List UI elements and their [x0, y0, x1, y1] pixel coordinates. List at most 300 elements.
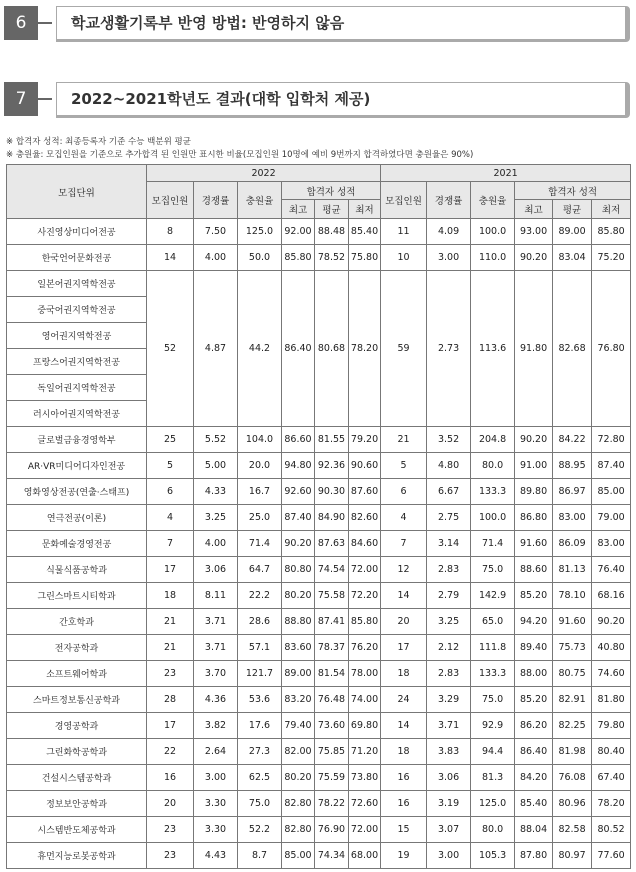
cell-2022: 28.6 — [238, 609, 282, 635]
cell-2021: 2.83 — [427, 661, 471, 687]
unit-name: 한국언어문화전공 — [7, 245, 147, 271]
header-avg: 평균 — [315, 200, 349, 219]
cell-2021: 90.20 — [592, 609, 631, 635]
cell-2022: 27.3 — [238, 739, 282, 765]
unit-name: 식물식품공학과 — [7, 557, 147, 583]
cell-2022: 73.80 — [349, 765, 381, 791]
cell-2022: 3.71 — [194, 635, 238, 661]
cell-2022: 16.7 — [238, 479, 282, 505]
cell-2022: 87.60 — [349, 479, 381, 505]
cell-2021: 80.52 — [592, 817, 631, 843]
cell-2022: 82.60 — [349, 505, 381, 531]
cell-2022: 7.50 — [194, 219, 238, 245]
cell-2022: 4.33 — [194, 479, 238, 505]
cell-2022: 90.60 — [349, 453, 381, 479]
unit-name: 영화영상전공(연출·스태프) — [7, 479, 147, 505]
cell-2021: 88.04 — [515, 817, 553, 843]
cell-2021: 83.00 — [592, 531, 631, 557]
cell-2022: 5.00 — [194, 453, 238, 479]
cell-2021: 24 — [381, 687, 427, 713]
cell-2022: 3.82 — [194, 713, 238, 739]
cell-2021: 86.40 — [515, 739, 553, 765]
cell-2021: 75.73 — [553, 635, 592, 661]
header-rate: 경쟁률 — [194, 182, 238, 219]
cell-2022: 23 — [147, 843, 194, 869]
unit-name: 그린화학공학과 — [7, 739, 147, 765]
cell-2022: 2.64 — [194, 739, 238, 765]
cell-2021: 76.08 — [553, 765, 592, 791]
table-row — [7, 609, 631, 635]
cell-2021: 67.40 — [592, 765, 631, 791]
cell-2021: 2.73 — [427, 271, 471, 427]
cell-2021: 19 — [381, 843, 427, 869]
cell-2022: 52 — [147, 271, 194, 427]
cell-2022: 7 — [147, 531, 194, 557]
cell-2022: 3.00 — [194, 765, 238, 791]
table-row — [7, 713, 631, 739]
cell-2021: 78.10 — [553, 583, 592, 609]
cell-2022: 84.90 — [315, 505, 349, 531]
cell-2021: 2.79 — [427, 583, 471, 609]
cell-2021: 82.68 — [553, 271, 592, 427]
cell-2021: 6 — [381, 479, 427, 505]
cell-2022: 4.43 — [194, 843, 238, 869]
cell-2021: 81.13 — [553, 557, 592, 583]
header-max: 최고 — [515, 200, 553, 219]
cell-2021: 113.6 — [471, 271, 515, 427]
cell-2021: 2.12 — [427, 635, 471, 661]
cell-2022: 64.7 — [238, 557, 282, 583]
table-row — [7, 739, 631, 765]
cell-2022: 71.20 — [349, 739, 381, 765]
cell-2021: 3.52 — [427, 427, 471, 453]
unit-name: 일본어권지역학전공 — [7, 271, 147, 297]
cell-2022: 16 — [147, 765, 194, 791]
cell-2022: 18 — [147, 583, 194, 609]
cell-2022: 85.00 — [282, 843, 315, 869]
unit-name: AR·VR미디어디자인전공 — [7, 453, 147, 479]
cell-2022: 71.4 — [238, 531, 282, 557]
cell-2021: 14 — [381, 713, 427, 739]
table-row — [7, 557, 631, 583]
cell-2021: 133.3 — [471, 661, 515, 687]
cell-2022: 3.06 — [194, 557, 238, 583]
cell-2022: 78.00 — [349, 661, 381, 687]
table-row — [7, 271, 631, 297]
cell-2022: 20 — [147, 791, 194, 817]
table-row — [7, 479, 631, 505]
cell-2021: 17 — [381, 635, 427, 661]
cell-2021: 18 — [381, 661, 427, 687]
header-avg: 평균 — [553, 200, 592, 219]
cell-2022: 44.2 — [238, 271, 282, 427]
cell-2021: 91.80 — [515, 271, 553, 427]
cell-2022: 69.80 — [349, 713, 381, 739]
note-fill-rate: ※ 충원율: 모집인원을 기준으로 추가합격 된 인원만 표시한 비율(모집인원 10명에 예비 9번까지 합격하였다면 충원율은 90%) — [6, 150, 474, 160]
connector-line — [38, 98, 52, 100]
cell-2022: 82.80 — [282, 817, 315, 843]
cell-2021: 3.25 — [427, 609, 471, 635]
cell-2021: 80.0 — [471, 817, 515, 843]
cell-2022: 90.30 — [315, 479, 349, 505]
cell-2021: 3.00 — [427, 843, 471, 869]
unit-name: 휴먼지능로봇공학과 — [7, 843, 147, 869]
cell-2022: 76.20 — [349, 635, 381, 661]
unit-name: 전자공학과 — [7, 635, 147, 661]
cell-2021: 3.00 — [427, 245, 471, 271]
cell-2021: 92.9 — [471, 713, 515, 739]
cell-2021: 5 — [381, 453, 427, 479]
cell-2022: 73.60 — [315, 713, 349, 739]
cell-2022: 82.80 — [282, 791, 315, 817]
section-6-header — [4, 6, 630, 40]
cell-2021: 74.60 — [592, 661, 631, 687]
cell-2021: 100.0 — [471, 505, 515, 531]
unit-name: 문화예술경영전공 — [7, 531, 147, 557]
cell-2021: 16 — [381, 791, 427, 817]
cell-2021: 100.0 — [471, 219, 515, 245]
cell-2022: 57.1 — [238, 635, 282, 661]
cell-2021: 6.67 — [427, 479, 471, 505]
cell-2022: 88.80 — [282, 609, 315, 635]
cell-2022: 3.71 — [194, 609, 238, 635]
unit-name: 경영공학과 — [7, 713, 147, 739]
cell-2021: 90.20 — [515, 245, 553, 271]
cell-2022: 81.55 — [315, 427, 349, 453]
section-number: 7 — [4, 82, 38, 116]
table-row — [7, 661, 631, 687]
cell-2022: 92.60 — [282, 479, 315, 505]
cell-2022: 85.40 — [349, 219, 381, 245]
cell-2022: 53.6 — [238, 687, 282, 713]
unit-name: 영어권지역학전공 — [7, 323, 147, 349]
cell-2022: 89.00 — [282, 661, 315, 687]
cell-2021: 85.20 — [515, 583, 553, 609]
cell-2021: 10 — [381, 245, 427, 271]
cell-2021: 105.3 — [471, 843, 515, 869]
cell-2022: 80.80 — [282, 557, 315, 583]
table-body — [7, 219, 631, 869]
cell-2021: 79.00 — [592, 505, 631, 531]
cell-2021: 88.00 — [515, 661, 553, 687]
header-max: 최고 — [282, 200, 315, 219]
cell-2022: 83.60 — [282, 635, 315, 661]
header-min: 최저 — [349, 200, 381, 219]
cell-2021: 2.83 — [427, 557, 471, 583]
unit-name: 소프트웨어학과 — [7, 661, 147, 687]
cell-2022: 25.0 — [238, 505, 282, 531]
cell-2022: 21 — [147, 609, 194, 635]
cell-2022: 92.36 — [315, 453, 349, 479]
cell-2021: 3.14 — [427, 531, 471, 557]
cell-2022: 22.2 — [238, 583, 282, 609]
cell-2021: 84.20 — [515, 765, 553, 791]
cell-2022: 83.20 — [282, 687, 315, 713]
unit-name: 사진영상미디어전공 — [7, 219, 147, 245]
cell-2022: 87.63 — [315, 531, 349, 557]
table-row — [7, 583, 631, 609]
unit-name: 간호학과 — [7, 609, 147, 635]
table-row — [7, 765, 631, 791]
cell-2021: 81.3 — [471, 765, 515, 791]
cell-2021: 80.75 — [553, 661, 592, 687]
cell-2022: 82.00 — [282, 739, 315, 765]
cell-2021: 72.80 — [592, 427, 631, 453]
cell-2022: 84.60 — [349, 531, 381, 557]
cell-2021: 93.00 — [515, 219, 553, 245]
cell-2021: 88.95 — [553, 453, 592, 479]
cell-2022: 72.20 — [349, 583, 381, 609]
cell-2022: 50.0 — [238, 245, 282, 271]
cell-2021: 12 — [381, 557, 427, 583]
cell-2022: 121.7 — [238, 661, 282, 687]
cell-2021: 3.06 — [427, 765, 471, 791]
unit-name: 독일어권지역학전공 — [7, 375, 147, 401]
cell-2021: 14 — [381, 583, 427, 609]
table-row — [7, 453, 631, 479]
header-score: 합격자 성적 — [515, 182, 631, 200]
cell-2021: 133.3 — [471, 479, 515, 505]
cell-2022: 79.40 — [282, 713, 315, 739]
cell-2021: 16 — [381, 765, 427, 791]
section-title-box — [56, 82, 630, 118]
cell-2022: 85.80 — [349, 609, 381, 635]
cell-2021: 87.80 — [515, 843, 553, 869]
unit-name: 중국어권지역학전공 — [7, 297, 147, 323]
table-row — [7, 531, 631, 557]
cell-2022: 3.70 — [194, 661, 238, 687]
unit-name: 스마트정보통신공학과 — [7, 687, 147, 713]
cell-2022: 4.00 — [194, 245, 238, 271]
cell-2021: 3.07 — [427, 817, 471, 843]
connector-line — [38, 22, 52, 24]
table-row — [7, 219, 631, 245]
cell-2021: 4.80 — [427, 453, 471, 479]
cell-2021: 91.00 — [515, 453, 553, 479]
cell-2022: 86.40 — [282, 271, 315, 427]
cell-2021: 78.20 — [592, 791, 631, 817]
cell-2021: 76.40 — [592, 557, 631, 583]
cell-2021: 81.98 — [553, 739, 592, 765]
cell-2022: 72.00 — [349, 557, 381, 583]
cell-2021: 80.97 — [553, 843, 592, 869]
cell-2022: 86.60 — [282, 427, 315, 453]
cell-2022: 62.5 — [238, 765, 282, 791]
cell-2022: 4.87 — [194, 271, 238, 427]
table-row — [7, 843, 631, 869]
cell-2021: 85.20 — [515, 687, 553, 713]
cell-2022: 4.00 — [194, 531, 238, 557]
cell-2021: 87.40 — [592, 453, 631, 479]
cell-2022: 25 — [147, 427, 194, 453]
cell-2022: 75.85 — [315, 739, 349, 765]
cell-2021: 86.20 — [515, 713, 553, 739]
note-score: ※ 합격자 성적: 최종등록자 기준 수능 백분위 평균 — [6, 137, 191, 147]
cell-2022: 90.20 — [282, 531, 315, 557]
cell-2022: 52.2 — [238, 817, 282, 843]
cell-2022: 21 — [147, 635, 194, 661]
cell-2021: 89.80 — [515, 479, 553, 505]
unit-name: 정보보안공학과 — [7, 791, 147, 817]
cell-2022: 8.7 — [238, 843, 282, 869]
cell-2021: 59 — [381, 271, 427, 427]
header-year-2022: 2022 — [147, 165, 381, 182]
cell-2021: 18 — [381, 739, 427, 765]
unit-name: 프랑스어권지역학전공 — [7, 349, 147, 375]
cell-2022: 74.54 — [315, 557, 349, 583]
cell-2022: 3.30 — [194, 817, 238, 843]
cell-2021: 7 — [381, 531, 427, 557]
table-row — [7, 505, 631, 531]
cell-2021: 86.09 — [553, 531, 592, 557]
cell-2022: 17 — [147, 713, 194, 739]
header-score: 합격자 성적 — [282, 182, 381, 200]
cell-2021: 89.40 — [515, 635, 553, 661]
section-number: 6 — [4, 6, 38, 40]
cell-2021: 84.22 — [553, 427, 592, 453]
cell-2021: 15 — [381, 817, 427, 843]
cell-2021: 85.40 — [515, 791, 553, 817]
cell-2021: 88.60 — [515, 557, 553, 583]
table-row — [7, 635, 631, 661]
cell-2021: 75.0 — [471, 687, 515, 713]
cell-2022: 125.0 — [238, 219, 282, 245]
cell-2021: 94.4 — [471, 739, 515, 765]
unit-name: 연극전공(이론) — [7, 505, 147, 531]
cell-2022: 23 — [147, 661, 194, 687]
cell-2022: 8.11 — [194, 583, 238, 609]
cell-2021: 79.80 — [592, 713, 631, 739]
unit-name: 건설시스템공학과 — [7, 765, 147, 791]
table-row — [7, 817, 631, 843]
table-row — [7, 245, 631, 271]
header-year-2021: 2021 — [381, 165, 631, 182]
results-table — [6, 164, 631, 869]
cell-2022: 5 — [147, 453, 194, 479]
cell-2021: 81.80 — [592, 687, 631, 713]
header-fill: 충원율 — [238, 182, 282, 219]
cell-2021: 90.20 — [515, 427, 553, 453]
cell-2022: 80.20 — [282, 765, 315, 791]
cell-2021: 82.58 — [553, 817, 592, 843]
unit-name: 그린스마트시티학과 — [7, 583, 147, 609]
cell-2021: 11 — [381, 219, 427, 245]
unit-name: 시스템반도체공학과 — [7, 817, 147, 843]
cell-2021: 82.25 — [553, 713, 592, 739]
cell-2021: 86.97 — [553, 479, 592, 505]
cell-2021: 110.0 — [471, 245, 515, 271]
cell-2022: 87.40 — [282, 505, 315, 531]
cell-2022: 75.58 — [315, 583, 349, 609]
cell-2021: 142.9 — [471, 583, 515, 609]
cell-2021: 204.8 — [471, 427, 515, 453]
cell-2022: 72.00 — [349, 817, 381, 843]
cell-2022: 80.20 — [282, 583, 315, 609]
cell-2021: 68.16 — [592, 583, 631, 609]
cell-2022: 87.41 — [315, 609, 349, 635]
cell-2021: 83.00 — [553, 505, 592, 531]
cell-2021: 91.60 — [515, 531, 553, 557]
cell-2022: 4 — [147, 505, 194, 531]
section-title-box — [56, 6, 630, 42]
cell-2021: 80.96 — [553, 791, 592, 817]
cell-2022: 88.48 — [315, 219, 349, 245]
cell-2021: 3.71 — [427, 713, 471, 739]
header-quota: 모집인원 — [147, 182, 194, 219]
cell-2022: 78.37 — [315, 635, 349, 661]
cell-2022: 92.00 — [282, 219, 315, 245]
cell-2021: 85.00 — [592, 479, 631, 505]
cell-2022: 3.30 — [194, 791, 238, 817]
header-fill: 충원율 — [471, 182, 515, 219]
cell-2022: 104.0 — [238, 427, 282, 453]
cell-2021: 75.20 — [592, 245, 631, 271]
cell-2022: 78.22 — [315, 791, 349, 817]
cell-2021: 80.40 — [592, 739, 631, 765]
cell-2021: 65.0 — [471, 609, 515, 635]
cell-2022: 72.60 — [349, 791, 381, 817]
cell-2021: 125.0 — [471, 791, 515, 817]
cell-2022: 17 — [147, 557, 194, 583]
cell-2022: 75.80 — [349, 245, 381, 271]
cell-2022: 94.80 — [282, 453, 315, 479]
cell-2022: 23 — [147, 817, 194, 843]
header-unit: 모집단위 — [7, 165, 147, 219]
cell-2021: 80.0 — [471, 453, 515, 479]
cell-2022: 74.34 — [315, 843, 349, 869]
unit-name: 글로벌금융경영학부 — [7, 427, 147, 453]
unit-name: 러시아어권지역학전공 — [7, 401, 147, 427]
cell-2022: 8 — [147, 219, 194, 245]
cell-2021: 20 — [381, 609, 427, 635]
cell-2022: 68.00 — [349, 843, 381, 869]
cell-2021: 76.80 — [592, 271, 631, 427]
cell-2021: 4.09 — [427, 219, 471, 245]
cell-2022: 81.54 — [315, 661, 349, 687]
cell-2022: 75.59 — [315, 765, 349, 791]
cell-2022: 76.90 — [315, 817, 349, 843]
cell-2022: 5.52 — [194, 427, 238, 453]
cell-2021: 21 — [381, 427, 427, 453]
table-row — [7, 687, 631, 713]
cell-2021: 3.29 — [427, 687, 471, 713]
table-row — [7, 791, 631, 817]
cell-2021: 94.20 — [515, 609, 553, 635]
cell-2021: 91.60 — [553, 609, 592, 635]
cell-2022: 17.6 — [238, 713, 282, 739]
cell-2022: 14 — [147, 245, 194, 271]
cell-2022: 20.0 — [238, 453, 282, 479]
cell-2022: 79.20 — [349, 427, 381, 453]
table-row — [7, 427, 631, 453]
cell-2021: 75.0 — [471, 557, 515, 583]
cell-2021: 111.8 — [471, 635, 515, 661]
cell-2021: 4 — [381, 505, 427, 531]
cell-2022: 28 — [147, 687, 194, 713]
cell-2021: 85.80 — [592, 219, 631, 245]
header-min: 최저 — [592, 200, 631, 219]
cell-2022: 85.80 — [282, 245, 315, 271]
cell-2022: 3.25 — [194, 505, 238, 531]
cell-2022: 76.48 — [315, 687, 349, 713]
header-quota: 모집인원 — [381, 182, 427, 219]
cell-2021: 71.4 — [471, 531, 515, 557]
cell-2022: 75.0 — [238, 791, 282, 817]
cell-2022: 6 — [147, 479, 194, 505]
cell-2022: 78.20 — [349, 271, 381, 427]
cell-2022: 78.52 — [315, 245, 349, 271]
section-title: 2022~2021학년도 결과(대학 입학처 제공) — [71, 90, 371, 108]
